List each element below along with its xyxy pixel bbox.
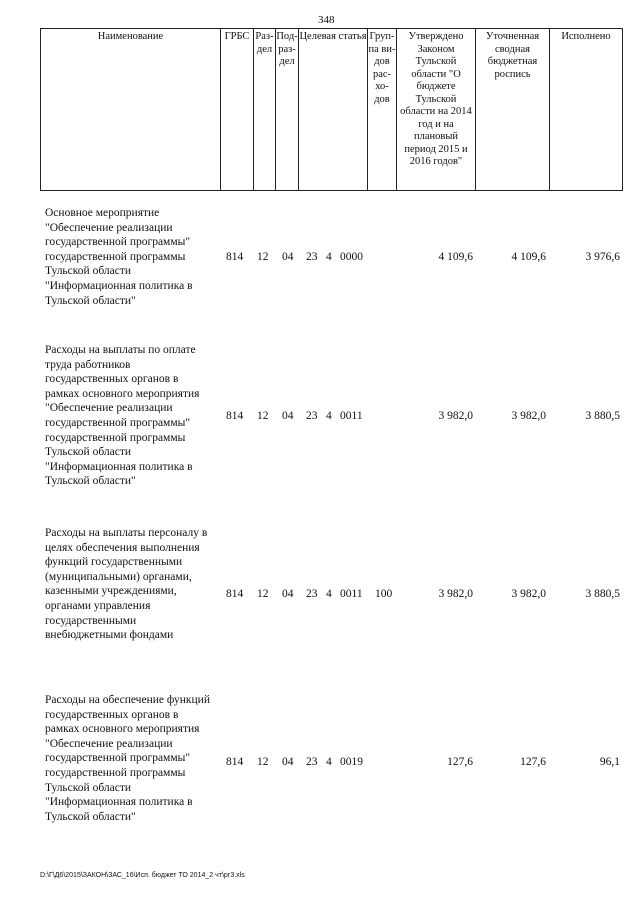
row-executed: 3 880,5 <box>585 588 620 600</box>
row-updated: 127,6 <box>520 756 546 768</box>
row-grbs: 814 <box>226 410 244 422</box>
row-ts1: 23 <box>306 251 318 263</box>
row-razdel: 12 <box>257 756 269 768</box>
page-number: 348 <box>318 14 335 26</box>
header-razdel <box>253 28 275 191</box>
row-updated: 3 982,0 <box>511 410 546 422</box>
row-updated: 4 109,6 <box>511 251 546 263</box>
row-approved: 4 109,6 <box>438 251 473 263</box>
header-target <box>298 28 367 191</box>
row-ts2: 4 <box>326 756 332 768</box>
row-group: 100 <box>375 588 393 600</box>
row-ts2: 4 <box>326 410 332 422</box>
row-razdel: 12 <box>257 588 269 600</box>
header-group <box>367 28 396 191</box>
header-name <box>40 28 220 191</box>
row-ts1: 23 <box>306 756 318 768</box>
row-ts3: 0011 <box>340 410 363 422</box>
row-ts3: 0019 <box>340 756 363 768</box>
row-ts3: 0011 <box>340 588 363 600</box>
row-executed: 96,1 <box>599 756 620 768</box>
header-updated-label: Уточненная сводная бюджетная роспись <box>485 31 540 80</box>
row-executed: 3 880,5 <box>585 410 620 422</box>
row-podrazdel: 04 <box>282 251 294 263</box>
header-razdel-label: Раз- дел <box>255 31 274 55</box>
row-approved: 127,6 <box>447 756 473 768</box>
row-podrazdel: 04 <box>282 588 294 600</box>
row-razdel: 12 <box>257 251 269 263</box>
row-updated: 3 982,0 <box>511 588 546 600</box>
header-podrazdel-label: Под- раз- дел <box>276 31 298 67</box>
file-path-footer: D:\Г\Д6\2015\ЗАКОН\ЗАС_16\Исп. бюджет ТО 2014_2 чт\рг3.xls <box>40 872 245 879</box>
row-ts1: 23 <box>306 588 318 600</box>
header-grbs <box>220 28 253 191</box>
row-name: Расходы на обеспечение функций государственных органов в рамках основного мероприятия "Обеспечение реализации государственной программы" государственной программы Тульской области "Информационная политика в Тульской области" <box>45 694 210 823</box>
header-approved <box>396 28 475 191</box>
row-ts2: 4 <box>326 588 332 600</box>
header-updated <box>475 28 549 191</box>
row-grbs: 814 <box>226 251 244 263</box>
header-executed-label: Исполнено <box>561 31 611 42</box>
row-name: Расходы на выплаты по оплате труда работников государственных органов в рамках основного мероприятия "Обеспечение реализации государственной программы" государственной программы Тульской области "Информационная политика в Тульской области" <box>45 344 200 488</box>
row-executed: 3 976,6 <box>585 251 620 263</box>
row-approved: 3 982,0 <box>438 410 473 422</box>
header-podrazdel <box>275 28 298 191</box>
header-name-label: Наименование <box>97 31 164 42</box>
row-grbs: 814 <box>226 588 244 600</box>
row-podrazdel: 04 <box>282 756 294 768</box>
row-podrazdel: 04 <box>282 410 294 422</box>
header-grbs-label: ГРБС <box>224 31 250 42</box>
row-ts1: 23 <box>306 410 318 422</box>
header-target-label: Целевая статья <box>299 31 367 42</box>
row-razdel: 12 <box>257 410 269 422</box>
row-name: Основное мероприятие "Обеспечение реализации государственной программы" государственной программы Тульской области "Информационная политика в Тульской области" <box>45 207 193 307</box>
row-approved: 3 982,0 <box>438 588 473 600</box>
header-group-label: Груп- па ви- дов рас- хо- дов <box>368 31 396 105</box>
row-name: Расходы на выплаты персоналу в целях обеспечения выполнения функций государственными (муниципальными) органами, казенными учреждениями, органами управления государственными внебюджетными фондами <box>45 527 208 642</box>
row-grbs: 814 <box>226 756 244 768</box>
header-approved-label: Утверждено Законом Тульской области "О бюджете Тульской области на 2014 год и на плановый период 2015 и 2016 годов" <box>400 31 472 167</box>
header-executed <box>549 28 623 191</box>
row-ts2: 4 <box>326 251 332 263</box>
row-ts3: 0000 <box>340 251 363 263</box>
